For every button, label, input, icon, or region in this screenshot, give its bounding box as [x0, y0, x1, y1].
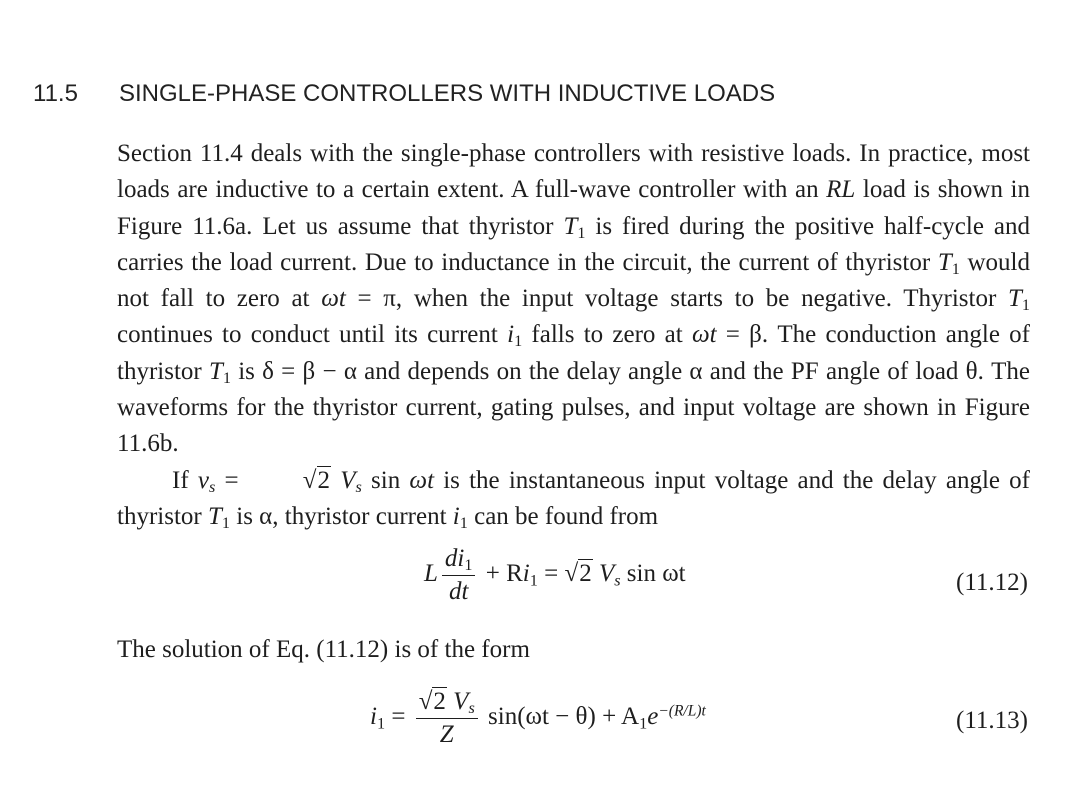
equation-number-11-12: (11.12)	[956, 569, 1028, 596]
equation-11-12: L $\frac{di_1}{dt}$ + $Ri_1 = √2$ $V_s$ sin ωt	[424, 545, 686, 605]
equation-11-13: $i_1$ = $\frac{√2 V_s}{Z}$ $\sin(\omega t - \theta) + A_1e^{-(R/L)t}$	[370, 688, 706, 748]
section-number: 11.5	[33, 80, 78, 107]
paragraph-1: Section 11.4 deals with the single-phase controllers with resistive loads. In practice, most loads are inductive to a certain extent. A full-wave controller with an RL load is shown in Figure 11.6a. Let us assume that thyristor $T_1$ is fired during the positive half-cycle and carries the load current. Due to inductance in the circuit, the current of thyristor $T_1$ would not fall to zero at ωt = π, when the input voltage starts to be negative. Thyristor $T_1$ continues to conduct until its current $i_1$ falls to zero at ωt = β. The conduction angle of thyristor $T_1$ is δ = β − α and depends on the delay angle α and the PF angle of load θ. The waveforms for the thyristor current, gating pulses, and input voltage are shown in Figure 11.6b.	[117, 140, 1031, 458]
section-title: SINGLE-PHASE CONTROLLERS WITH INDUCTIVE LOADS	[119, 80, 776, 107]
paragraph-2: If $v_s = √2$ $V_s$ sin ωt is the instantaneous input voltage and the delay angle of thyristor $T_1$ is α, thyristor current $i_1$ can be found from	[117, 466, 1031, 533]
section-heading	[33, 80, 775, 108]
solution-text: The solution of Eq. (11.12) is of the form	[117, 636, 530, 663]
body-text	[117, 136, 1030, 535]
equation-number-11-13: (11.13)	[956, 707, 1028, 734]
fraction-di-dt: $\frac{di_1}{dt}$	[442, 545, 476, 606]
fraction-v-over-z: $\frac{√2 V_s}{Z}$	[416, 688, 478, 749]
